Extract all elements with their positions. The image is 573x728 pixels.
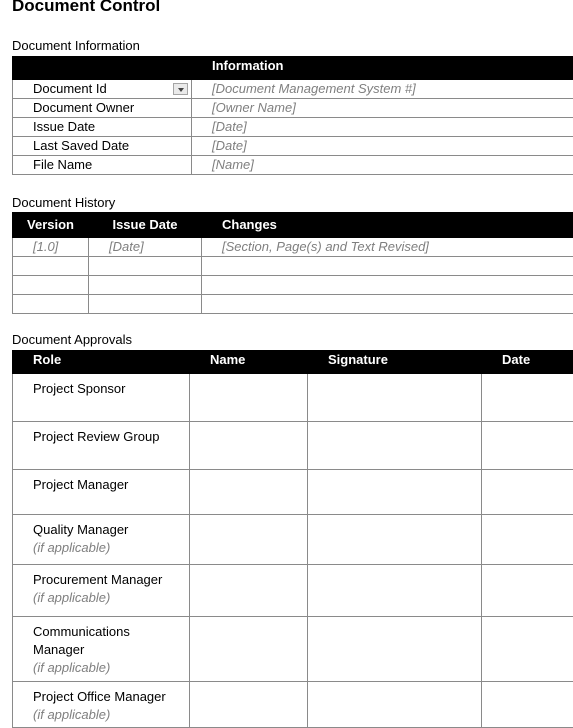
- history-changes-cell[interactable]: [202, 276, 573, 295]
- approval-signature-cell[interactable]: [308, 422, 482, 470]
- table-row: [13, 118, 573, 137]
- info-label: [13, 80, 192, 99]
- table-row: [13, 565, 573, 617]
- info-value-field[interactable]: [Owner Name]: [192, 99, 573, 118]
- approval-role: Project Manager: [33, 477, 128, 492]
- info-value-field[interactable]: [Name]: [192, 156, 573, 175]
- approval-role-note: (if applicable): [33, 539, 185, 557]
- approval-signature-cell[interactable]: [308, 374, 482, 422]
- approval-role: Quality Manager: [33, 521, 185, 539]
- approval-date-cell[interactable]: [482, 470, 573, 515]
- info-header: Information: [192, 57, 573, 80]
- table-row: [13, 238, 573, 257]
- info-label: File Name: [13, 156, 192, 175]
- info-value-field[interactable]: [Date]: [192, 137, 573, 156]
- approval-name-cell[interactable]: [190, 565, 308, 617]
- approval-name-cell[interactable]: [190, 422, 308, 470]
- document-history-label: Document History: [12, 195, 115, 210]
- approval-role-cell: [13, 422, 190, 470]
- table-row: [13, 515, 573, 565]
- approval-date-cell[interactable]: [482, 515, 573, 565]
- table-row: [13, 470, 573, 515]
- history-date-cell[interactable]: [Date]: [89, 238, 202, 257]
- document-history-table: [12, 212, 573, 314]
- history-date-cell[interactable]: [89, 295, 202, 314]
- approval-signature-cell[interactable]: [308, 565, 482, 617]
- approval-date-cell[interactable]: [482, 682, 573, 728]
- history-changes-cell[interactable]: [Section, Page(s) and Text Revised]: [202, 238, 573, 257]
- approval-signature-cell[interactable]: [308, 682, 482, 728]
- dropdown-arrow-icon[interactable]: [173, 83, 188, 95]
- approval-role-note: (if applicable): [33, 589, 185, 607]
- table-row: [13, 99, 573, 118]
- approval-role-note: (if applicable): [33, 706, 185, 724]
- table-row: [13, 137, 573, 156]
- history-date-cell[interactable]: [89, 276, 202, 295]
- approval-date-cell[interactable]: [482, 422, 573, 470]
- approval-role: Procurement Manager: [33, 571, 185, 589]
- approval-signature-cell[interactable]: [308, 617, 482, 682]
- history-version-cell[interactable]: [13, 276, 89, 295]
- approvals-header-name: Name: [190, 351, 308, 374]
- history-changes-cell[interactable]: [202, 295, 573, 314]
- approval-name-cell[interactable]: [190, 470, 308, 515]
- document-approvals-table: [12, 350, 573, 728]
- approval-role-cell: [13, 682, 190, 728]
- history-changes-cell[interactable]: [202, 257, 573, 276]
- approvals-header-role: Role: [13, 351, 190, 374]
- history-header-changes: Changes: [202, 213, 573, 238]
- info-label: Issue Date: [13, 118, 192, 137]
- approval-date-cell[interactable]: [482, 565, 573, 617]
- history-version-cell[interactable]: [13, 295, 89, 314]
- approval-role: Communications Manager: [33, 623, 149, 659]
- document-information-label: Document Information: [12, 38, 140, 53]
- table-row: [13, 156, 573, 175]
- history-version-cell[interactable]: [13, 257, 89, 276]
- approval-role-cell: [13, 515, 190, 565]
- info-label-text: Document Id: [33, 81, 107, 96]
- info-label: Document Owner: [13, 99, 192, 118]
- info-value-field[interactable]: [Document Management System #]: [192, 80, 573, 99]
- approval-role: Project Sponsor: [33, 381, 126, 396]
- approval-role-cell: [13, 374, 190, 422]
- approval-role: Project Office Manager: [33, 688, 185, 706]
- table-row: [13, 422, 573, 470]
- approval-role: Project Review Group: [33, 429, 159, 444]
- approvals-header-date: Date: [482, 351, 573, 374]
- table-row: [13, 682, 573, 728]
- approval-signature-cell[interactable]: [308, 470, 482, 515]
- table-row: [13, 257, 573, 276]
- table-row: [13, 295, 573, 314]
- approval-name-cell[interactable]: [190, 515, 308, 565]
- approval-role-note: (if applicable): [33, 659, 149, 677]
- approval-signature-cell[interactable]: [308, 515, 482, 565]
- info-header-blank: [13, 57, 192, 80]
- approval-role-cell: [13, 470, 190, 515]
- approval-role-cell: [13, 617, 190, 682]
- approval-date-cell[interactable]: [482, 617, 573, 682]
- table-row: [13, 276, 573, 295]
- info-value-field[interactable]: [Date]: [192, 118, 573, 137]
- table-row: [13, 617, 573, 682]
- document-information-table: [12, 56, 573, 175]
- info-label: Last Saved Date: [13, 137, 192, 156]
- page-title: Document Control: [12, 0, 160, 16]
- history-header-issue-date: Issue Date: [89, 213, 202, 238]
- approval-role-cell: [13, 565, 190, 617]
- table-row: [13, 374, 573, 422]
- table-row: [13, 80, 573, 99]
- approval-name-cell[interactable]: [190, 374, 308, 422]
- document-approvals-label: Document Approvals: [12, 332, 132, 347]
- history-date-cell[interactable]: [89, 257, 202, 276]
- history-header-version: Version: [13, 213, 89, 238]
- approvals-header-signature: Signature: [308, 351, 482, 374]
- approval-name-cell[interactable]: [190, 617, 308, 682]
- history-version-cell[interactable]: [1.0]: [13, 238, 89, 257]
- approval-name-cell[interactable]: [190, 682, 308, 728]
- approval-date-cell[interactable]: [482, 374, 573, 422]
